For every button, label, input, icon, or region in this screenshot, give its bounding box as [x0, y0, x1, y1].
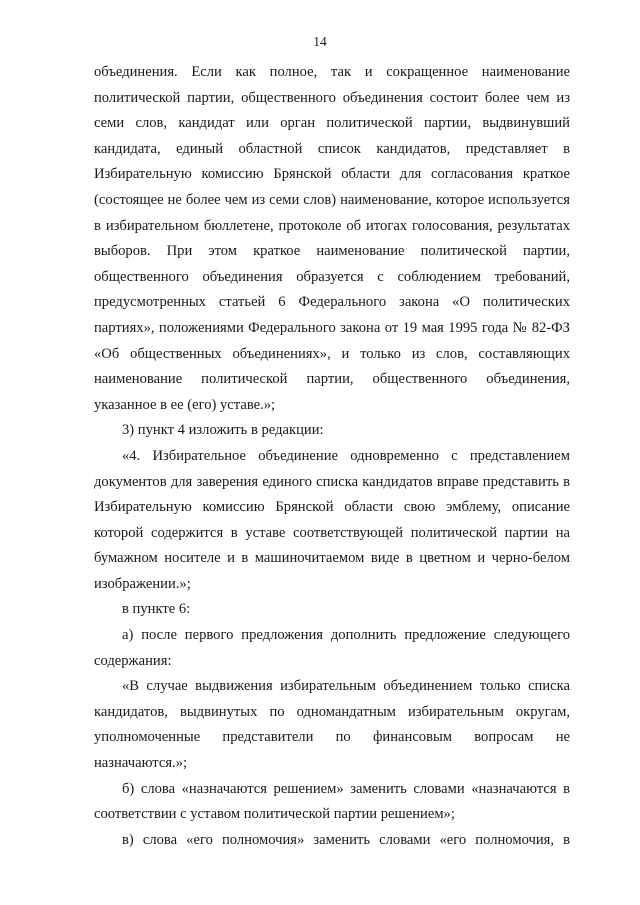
document-body — [94, 60, 570, 853]
paragraph-subitem-b: б) слова «назначаются решением» заменить словами «назначаются в соответствии с уставом политической партии решением»; — [94, 780, 570, 823]
paragraph-in-point-6: в пункте 6: — [122, 601, 191, 618]
paragraph-item-3-point-4: 3) пункт 4 изложить в редакции: — [122, 422, 324, 439]
paragraph-organization-name-rules: объединения. Если как полное, так и сокращенное наименование политической партии, общественного объединения состоит более чем из семи слов, кандидат или орган политической партии, выдвинувший кандидата, единый областной список кандидатов, представляет в Избирательную комиссию Брянской области для согласования краткое (состоящее не более чем из семи слов) наименование, которое используется в избирательном бюллетене, протоколе об итогах голосования, результатах выборов. При этом краткое наименование политической партии, общественного объединения образуется с соблюдением требований, предусмотренных статьей 6 Федерального закона «О политических партиях», положениями Федерального закона от 19 мая 1995 года № 82-ФЗ «Об общественных объединениях», и только из слов, составляющих наименование политической партии, общественного объединения, указанное в ее (его) уставе.»; — [94, 64, 570, 413]
paragraph-subitem-a: а) после первого предложения дополнить предложение следующего содержания: — [94, 627, 570, 669]
page-number: 14 — [313, 34, 327, 49]
paragraph-quoted-insert: «В случае выдвижения избирательным объединением только списка кандидатов, выдвинутых по одномандатным избирательным округам, уполномоченные представители по финансовым вопросам не назначаются.»; — [94, 678, 570, 772]
paragraph-subitem-v: в) слова «его полномочия» заменить словами «его полномочия, в — [122, 831, 570, 848]
paragraph-point-4-emblem: «4. Избирательное объединение одновременно с представлением документов для заверения единого списка кандидатов вправе представить в Избирательную комиссию Брянской области свою эмблему, описание которой содержится в уставе соответствующей политической партии на бумажном носителе и в машиночитаемом виде в цветном и черно-белом изображении.»; — [94, 447, 570, 592]
